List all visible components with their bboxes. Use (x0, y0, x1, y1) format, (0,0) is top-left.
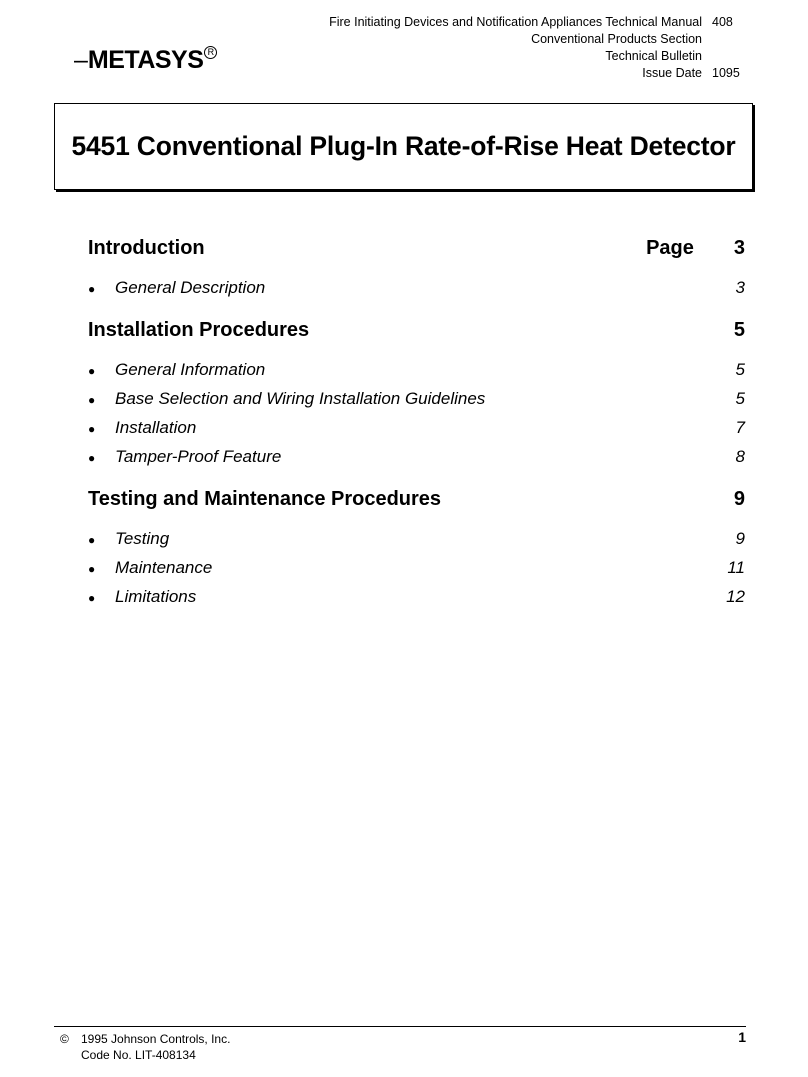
page-number: 1 (738, 1029, 746, 1045)
toc-item-title: Base Selection and Wiring Installation Guidelines (115, 389, 486, 408)
toc-item-page: 3 (735, 278, 745, 297)
footer-info (60, 1031, 230, 1063)
manual-number: 408 (712, 15, 733, 29)
table-of-contents (88, 237, 745, 616)
toc-item-page: 5 (735, 389, 745, 408)
toc-item[interactable] (88, 447, 745, 476)
toc-section-page: 5 (733, 319, 745, 341)
toc-item-page: 8 (735, 447, 745, 466)
toc-item[interactable] (88, 587, 745, 616)
section-name: Conventional Products Section (531, 32, 702, 46)
bullet-icon: ● (88, 562, 96, 576)
toc-item-page: 11 (727, 558, 745, 577)
bullet-icon: ● (88, 364, 96, 378)
toc-section-page: 3 (733, 237, 745, 259)
toc-item-page: 5 (735, 360, 745, 379)
toc-item-title: Limitations (115, 587, 197, 606)
footer-divider (54, 1026, 746, 1027)
toc-item-page: 12 (726, 587, 745, 606)
toc-section[interactable] (88, 237, 745, 267)
bullet-icon: ● (88, 591, 96, 605)
toc-item-title: Tamper-Proof Feature (115, 447, 282, 466)
copyright-icon: © (60, 1032, 69, 1046)
toc-section-title: Installation Procedures (88, 319, 310, 341)
logo-dash: – (74, 46, 88, 74)
bullet-icon: ● (88, 422, 96, 436)
toc-item[interactable] (88, 360, 745, 389)
bullet-icon: ● (88, 451, 96, 465)
toc-section-title: Testing and Maintenance Procedures (88, 488, 442, 510)
doc-type: Technical Bulletin (605, 49, 702, 63)
toc-item[interactable] (88, 558, 745, 587)
logo-text: METASYS (87, 46, 204, 74)
toc-section[interactable] (88, 319, 745, 349)
toc-section-page: 9 (733, 488, 745, 510)
issue-date-value: 1095 (712, 66, 740, 80)
toc-item-title: Installation (115, 418, 197, 437)
code-number: Code No. LIT-408134 (81, 1048, 196, 1062)
registered-mark-icon: R (204, 46, 217, 59)
copyright-text: 1995 Johnson Controls, Inc. (81, 1032, 231, 1046)
toc-section[interactable] (88, 488, 745, 518)
toc-item-page: 9 (735, 529, 745, 548)
toc-item-title: Testing (115, 529, 170, 548)
toc-item-page: 7 (735, 418, 745, 437)
manual-title: Fire Initiating Devices and Notification Appliances Technical Manual (329, 15, 702, 29)
toc-item-title: General Description (115, 278, 266, 297)
toc-item-title: Maintenance (115, 558, 213, 577)
title-box (54, 103, 753, 190)
issue-date-label: Issue Date (642, 66, 702, 80)
toc-item-title: General Information (115, 360, 266, 379)
header-text-block (329, 14, 702, 82)
toc-item[interactable] (88, 418, 745, 447)
bullet-icon: ● (88, 393, 96, 407)
bullet-icon: ● (88, 282, 96, 296)
page-title: 5451 Conventional Plug-In Rate-of-Rise Heat Detector (71, 131, 736, 161)
bullet-icon: ● (88, 533, 96, 547)
header-number-block (712, 14, 740, 82)
toc-section-title: Introduction (88, 237, 205, 259)
toc-item[interactable] (88, 278, 745, 307)
page-column-label: Page (646, 237, 694, 259)
metasys-logo (74, 42, 217, 78)
toc-item[interactable] (88, 389, 745, 418)
toc-item[interactable] (88, 529, 745, 558)
